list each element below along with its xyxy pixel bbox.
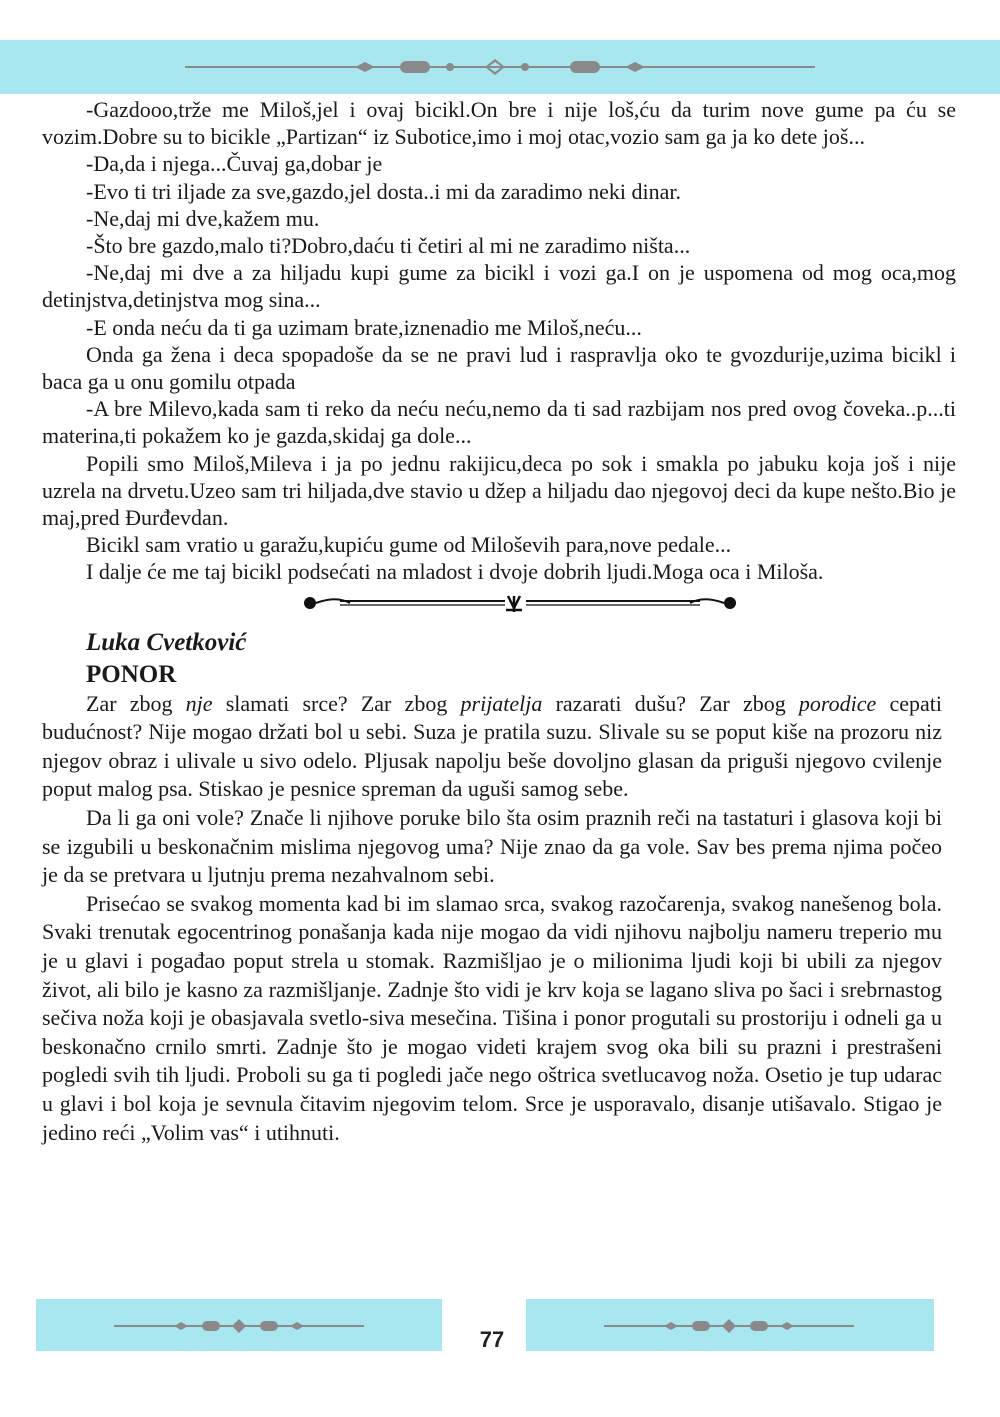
story-2-body	[42, 690, 942, 1148]
story-1-paragraph: -Evo ti tri iljade za sve,gazdo,jel dosta..i mi da zaradimo neki dinar.	[86, 178, 682, 204]
story-1-paragraph: I dalje će me taj bicikl podsećati na mladost i dvoje dobrih ljudi.Moga oca i Miloša.	[86, 559, 824, 585]
page-content	[42, 96, 956, 1147]
text-run: cepati budućnost? Nije mogao držati bol u sebi. Suza je pratila suzu. Slivale su se poput kiše na prozoru niz njegov obraz i ulivale u sivo odelo. Pljusak napolju beše dovoljno glasan da priguši njegovo cvilenje poput malog psa. Stiskao je pesnice spreman da uguši samog sebe.	[42, 690, 943, 802]
story-1-paragraph: Bicikl sam vratio u garažu,kupiću gume od Miloševih para,nove pedale...	[86, 532, 732, 558]
italic-word: nje	[185, 690, 213, 716]
story-1-paragraph: Onda ga žena i deca spopadoše da se ne pravi lud i raspravlja oko te gvozdurije,uzima bicikl i baca ga u onu gomilu otpada	[42, 341, 956, 395]
story-1-paragraph: -A bre Milevo,kada sam ti reko da neću neću,nemo da ti sad razbijam nos pred ovog čoveka..p...ti materina,ti pokažem ko je gazda,skidaj ga dole...	[42, 396, 956, 449]
italic-word: porodice	[798, 690, 877, 716]
story-2-paragraph: Da li ga oni vole? Znače li njihove poruke bilo šta osim praznih reči na tastaturi i glasova koji bi se izgubili u beskonačnim mislima njegovog uma? Nije znao da ga vole. Sav bes prema njima počeo je da se pretvara u ljutnju prema nezahvalnom sebi.	[42, 805, 942, 888]
author-name: Luka Cvetković	[86, 628, 247, 656]
footer-ornament-icon	[114, 1313, 364, 1339]
italic-word: prijatelja	[460, 690, 543, 716]
footer-band-left	[36, 1299, 442, 1351]
story-2-paragraph	[42, 690, 942, 804]
text-run: Zar zbog	[86, 690, 186, 716]
story-1-paragraph: Popili smo Miloš,Mileva i ja po jednu rakijicu,deca po sok i smakla po jabuku koja još i nije uzrela na drvetu.Uzeo sam tri hiljada,dve stavio u džep a hiljadu dao njegovoj deci da kupe nešto.Bio je maj,pred Đurđevdan.	[42, 450, 956, 531]
header-ornament-icon	[185, 52, 815, 82]
text-run: razarati dušu? Zar zbog	[542, 690, 799, 716]
divider-ornament-icon	[300, 590, 740, 616]
story-1-paragraph: -E onda neću da ti ga uzimam brate,iznenadio me Miloš,neću...	[86, 314, 642, 340]
section-divider	[42, 586, 956, 622]
footer-ornament-icon	[604, 1313, 854, 1339]
story-2-paragraph: Prisećao se svakog momenta kad bi im slamao srca, svakog razočarenja, svakog nanešenog bola. Svaki trenutak egocentrinog ponašanja kada nije mogao da vidi njihovu najbolju nameru treperio mu je u glavi i pogađao poput strela u stomak. Razmišljao je o milionima ljudi koji bi ubili za njegov život, ali bilo je kasno za razmišljanje. Zadnje što vidi je krv koja se lagano sliva po šaci i srebrnastog sečiva noža koji je obasjavala svetlo-siva mesečina. Tišina i ponor progutali su prostoriju i odneli ga u beskonačno crnilo smrti. Zadnje što je mogao videti krajem svog oka bili su prazni i prestrašeni pogledi svih tih ljudi. Proboli su ga ti pogledi jače nego oštrica svetlucavog noža. Osetio je tup udarac u glavi i bol koja je sevnula čitavim njegovim telom. Srce je usporavalo, disanje utišavalo. Stigao je jedino reći „Volim vas“ i utihnuti.	[42, 890, 942, 1145]
story-1	[42, 96, 956, 586]
text-run: slamati srce? Zar zbog	[212, 690, 461, 716]
story-1-paragraph: -Ne,daj mi dve,kažem mu.	[86, 205, 320, 231]
story-title: PONOR	[86, 660, 177, 688]
header-band	[0, 40, 1000, 94]
story-1-paragraph: -Što bre gazdo,malo ti?Dobro,daću ti četiri al mi ne zaradimo ništa...	[86, 233, 691, 259]
story-1-paragraph: -Da,da i njega...Čuvaj ga,dobar je	[86, 151, 383, 177]
story-1-paragraph: -Ne,daj mi dve a za hiljadu kupi gume za bicikl i vozi ga.I on je uspomena od mog oca,mog detinjstva,detinjstva mog sina...	[42, 260, 956, 313]
story-1-paragraph: -Gazdooo,trže me Miloš,jel i ovaj bicikl.On bre i nije loš,ću da turim nove gume pa ću se vozim.Dobre su to bicikle „Partizan“ iz Subotice,imo i moj otac,vozio sam ga ja ko dete još...	[42, 97, 956, 150]
page-number: 77	[479, 1327, 505, 1352]
footer-band-right	[526, 1299, 934, 1351]
story-2	[42, 626, 956, 1148]
